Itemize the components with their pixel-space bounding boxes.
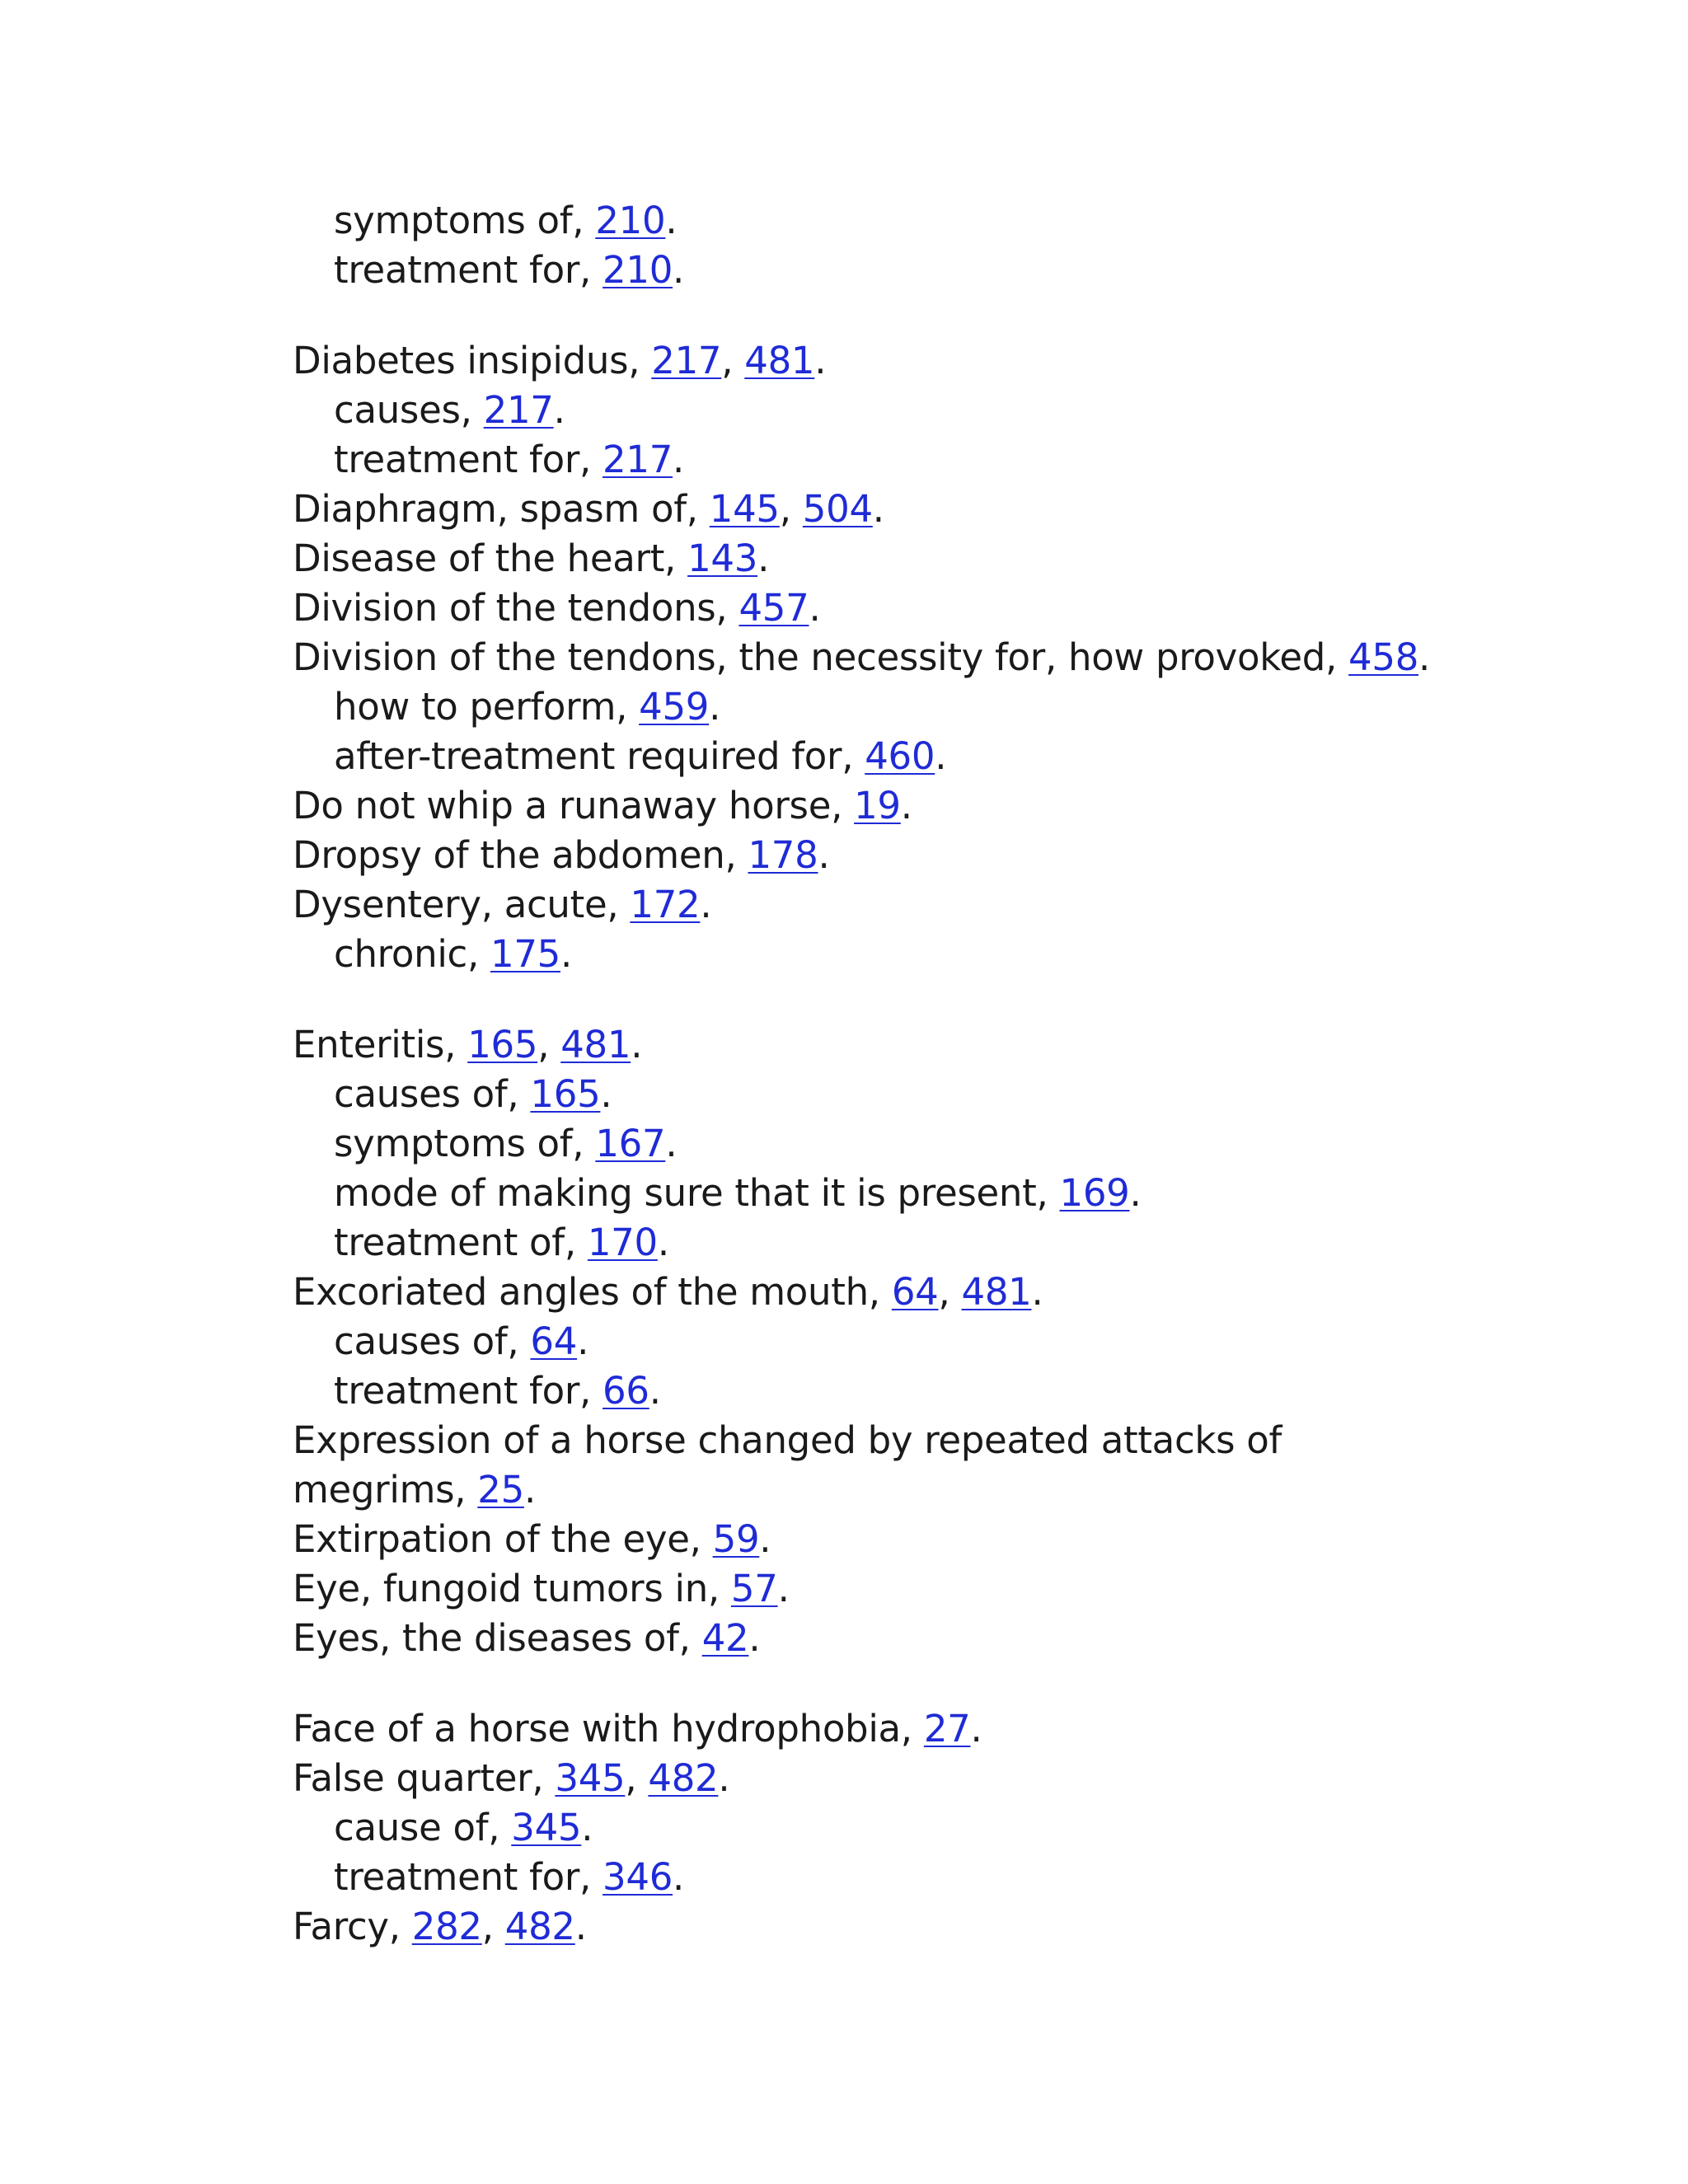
index-subentry xyxy=(293,732,1463,781)
page-link[interactable]: 481 xyxy=(961,1270,1032,1314)
page-link[interactable]: 481 xyxy=(560,1023,631,1066)
book-index xyxy=(293,196,1463,1952)
index-entry xyxy=(293,1020,1463,1070)
index-subentry xyxy=(293,435,1463,485)
page-link[interactable]: 482 xyxy=(648,1756,719,1800)
entry-period: . xyxy=(900,784,912,827)
index-entry xyxy=(293,880,1463,930)
index-subentry xyxy=(293,246,1463,295)
page-separator: , xyxy=(721,339,745,382)
index-entry-text: Disease of the heart, xyxy=(293,537,688,580)
page-link[interactable]: 42 xyxy=(701,1616,749,1660)
entry-period: . xyxy=(748,1616,761,1660)
entry-period: . xyxy=(970,1707,982,1750)
entry-period: . xyxy=(553,388,565,432)
index-entry xyxy=(293,485,1463,534)
page-separator: , xyxy=(938,1270,962,1314)
page-link[interactable]: 167 xyxy=(595,1122,666,1165)
index-entry-text: causes of, xyxy=(334,1072,531,1116)
index-entry-text: Eyes, the diseases of, xyxy=(293,1616,702,1660)
page-link[interactable]: 25 xyxy=(477,1468,524,1511)
page-link[interactable]: 143 xyxy=(687,537,758,580)
index-entry xyxy=(293,336,1463,386)
entry-period: . xyxy=(1129,1171,1142,1215)
page-link[interactable]: 217 xyxy=(651,339,722,382)
page-link[interactable]: 217 xyxy=(603,438,673,481)
entry-period: . xyxy=(665,1122,678,1165)
page-link[interactable]: 64 xyxy=(530,1319,578,1363)
index-entry-text: Division of the tendons, xyxy=(293,586,739,630)
entry-period: . xyxy=(631,1023,643,1066)
index-entry-text: Extirpation of the eye, xyxy=(293,1517,713,1561)
page-link[interactable]: 169 xyxy=(1059,1171,1130,1215)
index-entry xyxy=(293,1268,1463,1317)
page-link[interactable]: 57 xyxy=(730,1567,778,1610)
index-entry-text: causes, xyxy=(334,388,484,432)
index-entry-text: Dropsy of the abdomen, xyxy=(293,833,748,877)
page-link[interactable]: 217 xyxy=(483,388,554,432)
entry-period: . xyxy=(523,1468,536,1511)
index-entry-text: Division of the tendons, the necessity for, how provoked, xyxy=(293,635,1349,679)
page-link[interactable]: 504 xyxy=(802,487,873,531)
index-entry-text: causes of, xyxy=(334,1319,531,1363)
index-entry xyxy=(293,831,1463,880)
page-link[interactable]: 210 xyxy=(595,199,666,242)
entry-period: . xyxy=(757,537,770,580)
page-link[interactable]: 27 xyxy=(923,1707,971,1750)
index-entry-text: treatment for, xyxy=(334,248,603,292)
index-entry-text: treatment of, xyxy=(334,1221,588,1264)
index-entry xyxy=(293,1564,1463,1614)
index-subentry xyxy=(293,1803,1463,1853)
index-entry-text: Eye, fungoid tumors in, xyxy=(293,1567,731,1610)
page-link[interactable]: 282 xyxy=(411,1905,482,1948)
entry-period: . xyxy=(574,1905,587,1948)
index-subentry xyxy=(293,1169,1463,1218)
entry-period: . xyxy=(1031,1270,1043,1314)
entry-period: . xyxy=(665,199,678,242)
index-entry-text: symptoms of, xyxy=(334,199,596,242)
index-entry-text: Dysentery, acute, xyxy=(293,883,631,926)
index-subentry xyxy=(293,1119,1463,1169)
entry-period: . xyxy=(700,883,712,926)
entry-period: . xyxy=(673,1855,685,1899)
index-entry xyxy=(293,1902,1463,1952)
index-entry xyxy=(293,633,1463,682)
index-entry xyxy=(293,1515,1463,1564)
index-entry xyxy=(293,1754,1463,1803)
page-link[interactable]: 458 xyxy=(1348,635,1419,679)
index-subentry xyxy=(293,1070,1463,1119)
entry-period: . xyxy=(673,248,685,292)
entry-period: . xyxy=(709,685,721,729)
page-separator: , xyxy=(481,1905,505,1948)
page-link[interactable]: 178 xyxy=(748,833,818,877)
entry-period: . xyxy=(759,1517,771,1561)
index-subentry xyxy=(293,1218,1463,1268)
page-link[interactable]: 482 xyxy=(504,1905,575,1948)
page-link[interactable]: 64 xyxy=(891,1270,939,1314)
entry-period: . xyxy=(581,1806,593,1849)
entry-period: . xyxy=(777,1567,790,1610)
page-link[interactable]: 66 xyxy=(603,1369,649,1413)
index-entry-text: mode of making sure that it is present, xyxy=(334,1171,1060,1215)
index-subentry xyxy=(293,1853,1463,1902)
page-link[interactable]: 345 xyxy=(555,1756,626,1800)
page-link[interactable]: 165 xyxy=(530,1072,601,1116)
page-link[interactable]: 346 xyxy=(603,1855,673,1899)
index-subentry xyxy=(293,1317,1463,1366)
entry-period: . xyxy=(600,1072,612,1116)
page-link[interactable]: 345 xyxy=(511,1806,582,1849)
page-link[interactable]: 481 xyxy=(744,339,815,382)
page-link[interactable]: 172 xyxy=(630,883,701,926)
index-entry-text: after-treatment required for, xyxy=(334,734,865,778)
entry-period: . xyxy=(560,932,572,976)
index-entry xyxy=(293,1704,1463,1754)
page-separator: , xyxy=(779,487,803,531)
index-entry-text: Diaphragm, spasm of, xyxy=(293,487,710,531)
index-subentry xyxy=(293,196,1463,246)
page-link[interactable]: 457 xyxy=(738,586,809,630)
index-entry-text: treatment for, xyxy=(334,1855,603,1899)
index-entry-text: Excoriated angles of the mouth, xyxy=(293,1270,892,1314)
index-entry-text: cause of, xyxy=(334,1806,512,1849)
page-link[interactable]: 59 xyxy=(712,1517,760,1561)
page-link[interactable]: 210 xyxy=(603,248,673,292)
index-entry-text: symptoms of, xyxy=(334,1122,596,1165)
index-entry-text: treatment for, xyxy=(334,438,603,481)
page-link[interactable]: 175 xyxy=(490,932,560,976)
index-entry-text: Enteritis, xyxy=(293,1023,468,1066)
page-link[interactable]: 460 xyxy=(865,734,935,778)
index-subentry xyxy=(293,1366,1463,1416)
entry-period: . xyxy=(935,734,947,778)
entry-period: . xyxy=(814,339,827,382)
index-entry xyxy=(293,583,1463,633)
index-entry-text: Farcy, xyxy=(293,1905,412,1948)
page-link[interactable]: 19 xyxy=(854,784,901,827)
index-entry xyxy=(293,781,1463,831)
index-entry xyxy=(293,1416,1463,1515)
entry-period: . xyxy=(577,1319,589,1363)
index-entry-text: chronic, xyxy=(334,932,490,976)
page-link[interactable]: 145 xyxy=(709,487,780,531)
entry-period: . xyxy=(718,1756,730,1800)
index-entry xyxy=(293,534,1463,583)
index-subentry xyxy=(293,386,1463,435)
entry-period: . xyxy=(818,833,830,877)
index-entry-text: False quarter, xyxy=(293,1756,556,1800)
page-separator: , xyxy=(537,1023,561,1066)
page-link[interactable]: 459 xyxy=(639,685,710,729)
page-link[interactable]: 170 xyxy=(587,1221,658,1264)
entry-period: . xyxy=(872,487,884,531)
index-entry-text: Do not whip a runaway horse, xyxy=(293,784,855,827)
index-entry-text: Face of a horse with hydrophobia, xyxy=(293,1707,924,1750)
entry-period: . xyxy=(673,438,685,481)
page-separator: , xyxy=(625,1756,649,1800)
index-entry-text: how to perform, xyxy=(334,685,640,729)
index-entry-text: Diabetes insipidus, xyxy=(293,339,652,382)
index-subentry xyxy=(293,930,1463,979)
entry-period: . xyxy=(809,586,821,630)
entry-period: . xyxy=(1418,635,1431,679)
index-entry xyxy=(293,1614,1463,1663)
index-entry-text: Expression of a horse changed by repeated attacks of megrims, xyxy=(293,1418,1282,1511)
index-subentry xyxy=(293,682,1463,732)
entry-period: . xyxy=(649,1369,661,1413)
index-entry-text: treatment for, xyxy=(334,1369,603,1413)
page-link[interactable]: 165 xyxy=(467,1023,538,1066)
entry-period: . xyxy=(657,1221,669,1264)
